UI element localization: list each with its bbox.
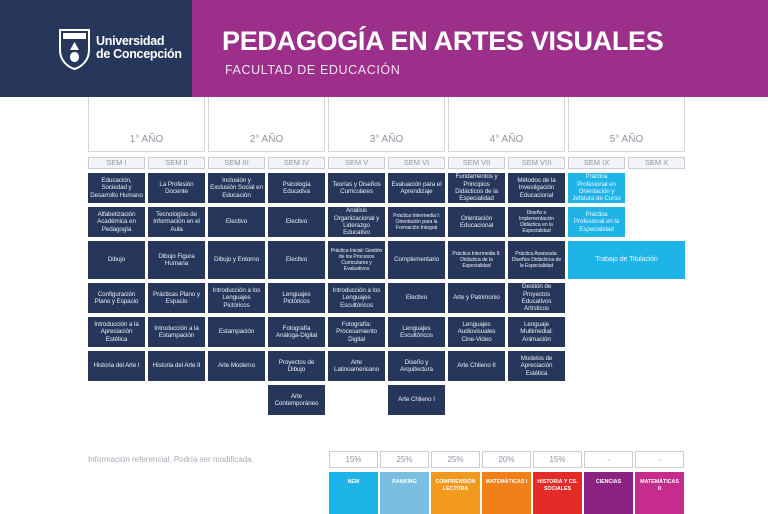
course-box[interactable]: Arte Moderno — [208, 351, 265, 381]
course-box[interactable]: Proyectos de Dibujo — [268, 351, 325, 381]
course-box[interactable]: Estampación — [208, 317, 265, 347]
course-box[interactable]: Teorías y Diseños Curriculares — [328, 173, 385, 203]
course-box[interactable]: Electivo — [268, 241, 325, 279]
weight-value: - — [584, 451, 633, 468]
course-box[interactable]: Educación, Sociedad y Desarrollo Humano — [88, 173, 145, 203]
course-box[interactable]: Dibujo Figura Humana — [148, 241, 205, 279]
disclaimer-note: Información referencial. Podría ser modificada. — [88, 455, 254, 464]
semester-tag: SEM VI — [388, 157, 445, 169]
year-frame-1 — [88, 97, 205, 152]
course-box[interactable]: Orientación Educacional — [448, 207, 505, 237]
admission-test-tile: RANKING — [380, 472, 429, 514]
weight-value: - — [635, 451, 684, 468]
course-box[interactable]: Lenguajes Audiovisuales Cine-Video — [448, 317, 505, 347]
logo-line-2: de Concepción — [96, 47, 182, 61]
university-shield-icon — [58, 28, 91, 70]
course-box[interactable]: Dibujo y Entorno — [208, 241, 265, 279]
course-box[interactable]: La Profesión Docente — [148, 173, 205, 203]
course-box[interactable]: Práctica Intermedia II: Didáctica de la Especialidad — [448, 241, 505, 279]
course-box[interactable]: Electivo — [388, 283, 445, 313]
page-title: PEDAGOGÍA EN ARTES VISUALES — [222, 26, 664, 56]
admission-test-tile: MATEMÁTICAS I — [482, 472, 531, 514]
course-box[interactable]: Diseño y Arquitectura — [388, 351, 445, 381]
course-box[interactable]: Arte Contemporáneo — [268, 385, 325, 415]
course-box[interactable]: Fotografía Análoga-Digital — [268, 317, 325, 347]
semester-tag: SEM VII — [448, 157, 505, 169]
admission-test-tile: NEM — [329, 472, 378, 514]
course-box[interactable]: Arte y Patrimonio — [448, 283, 505, 313]
practice-course-box[interactable]: Práctica Profesional en Orientación y Jefatura de Curso — [568, 173, 625, 203]
course-box[interactable]: Historia del Arte II — [148, 351, 205, 381]
course-box[interactable]: Inclusión y Exclusión Social en Educación — [208, 173, 265, 203]
year-label: 5° AÑO — [609, 134, 644, 145]
admission-test-tile: COMPRENSIÓN LECTORA — [431, 472, 480, 514]
university-logo-text — [96, 35, 182, 61]
course-box[interactable]: Arte Latinoamericano — [328, 351, 385, 381]
course-box[interactable]: Práctica Intermedia I: Orientación para la Formación Integral — [388, 207, 445, 237]
course-box[interactable]: Gestión de Proyectos Educativos Artísticos — [508, 283, 565, 313]
course-box[interactable]: Psicología Educativa — [268, 173, 325, 203]
weight-value: 25% — [431, 451, 480, 468]
year-frame-3 — [328, 97, 445, 152]
course-box[interactable]: Prácticas Plano y Espacio — [148, 283, 205, 313]
year-label: 1° AÑO — [129, 134, 164, 145]
logo-line-1: Universidad — [96, 34, 165, 48]
course-box[interactable]: Introducción a los Lenguajes Pictóricos — [208, 283, 265, 313]
course-box[interactable]: Introducción a la Estampación — [148, 317, 205, 347]
semester-tag: SEM IX — [568, 157, 625, 169]
year-frame-4 — [448, 97, 565, 152]
course-box[interactable]: Electivo — [208, 207, 265, 237]
semester-tag: SEM III — [208, 157, 265, 169]
weight-value: 20% — [482, 451, 531, 468]
course-box[interactable]: Práctica Avanzada: Diseños Didácticos de la Especialidad — [508, 241, 565, 279]
semester-tag: SEM V — [328, 157, 385, 169]
semester-tag: SEM VIII — [508, 157, 565, 169]
admission-test-tile: MATEMÁTICAS II — [635, 472, 684, 514]
course-box[interactable]: Lenguajes Escultóricos — [388, 317, 445, 347]
course-box[interactable]: Métodos de la Investigación Educacional — [508, 173, 565, 203]
course-box[interactable]: Electivo — [268, 207, 325, 237]
course-box[interactable]: Historia del Arte I — [88, 351, 145, 381]
weight-value: 15% — [533, 451, 582, 468]
course-box[interactable]: Configuración Plano y Espacio — [88, 283, 145, 313]
course-box[interactable]: Diseño e Implementación Didáctica en la Especialidad — [508, 207, 565, 237]
year-label: 3° AÑO — [369, 134, 404, 145]
year-frame-5 — [568, 97, 685, 152]
semester-tag: SEM X — [628, 157, 685, 169]
thesis-course-box[interactable]: Trabajo de Titulación — [568, 241, 685, 279]
course-box[interactable]: Alfabetización Académica en Pedagogía — [88, 207, 145, 237]
admission-test-tile: HISTORIA Y CS. SOCIALES — [533, 472, 582, 514]
weight-value: 25% — [380, 451, 429, 468]
course-box[interactable]: Complementario — [388, 241, 445, 279]
weight-value: 15% — [329, 451, 378, 468]
course-box[interactable]: Introducción a la Apreciación Estética — [88, 317, 145, 347]
course-box[interactable]: Fotografía: Procesamiento Digital — [328, 317, 385, 347]
course-box[interactable]: Lenguajes Pictóricos — [268, 283, 325, 313]
course-box[interactable]: Dibujo — [88, 241, 145, 279]
semester-tag: SEM IV — [268, 157, 325, 169]
semester-tag: SEM I — [88, 157, 145, 169]
year-label: 4° AÑO — [489, 134, 524, 145]
course-box[interactable]: Práctica Inicial: Gestión de los Procesos Curriculares y Evaluativos — [328, 241, 385, 279]
faculty-subtitle: FACULTAD DE EDUCACIÓN — [225, 63, 401, 77]
year-label: 2° AÑO — [249, 134, 284, 145]
course-box[interactable]: Introducción a los Lenguajes Escultóricos — [328, 283, 385, 313]
course-box[interactable]: Arte Chileno I — [388, 385, 445, 415]
year-frame-2 — [208, 97, 325, 152]
semester-tag: SEM II — [148, 157, 205, 169]
course-box[interactable]: Evaluación para el Aprendizaje — [388, 173, 445, 203]
practice-course-box[interactable]: Práctica Profesional en la Especialidad — [568, 207, 625, 237]
course-box[interactable]: Análisis Organizacional y Liderazgo Educativo — [328, 207, 385, 237]
course-box[interactable]: Arte Chileno II — [448, 351, 505, 381]
course-box[interactable]: Modelos de Apreciación Estética — [508, 351, 565, 381]
course-box[interactable]: Lenguaje Multimedial: Animación — [508, 317, 565, 347]
course-box[interactable]: Fundamentos y Principios Didácticos de la Especialidad — [448, 173, 505, 203]
course-box[interactable]: Tecnologías de Información en el Aula — [148, 207, 205, 237]
admission-test-tile: CIENCIAS — [584, 472, 633, 514]
